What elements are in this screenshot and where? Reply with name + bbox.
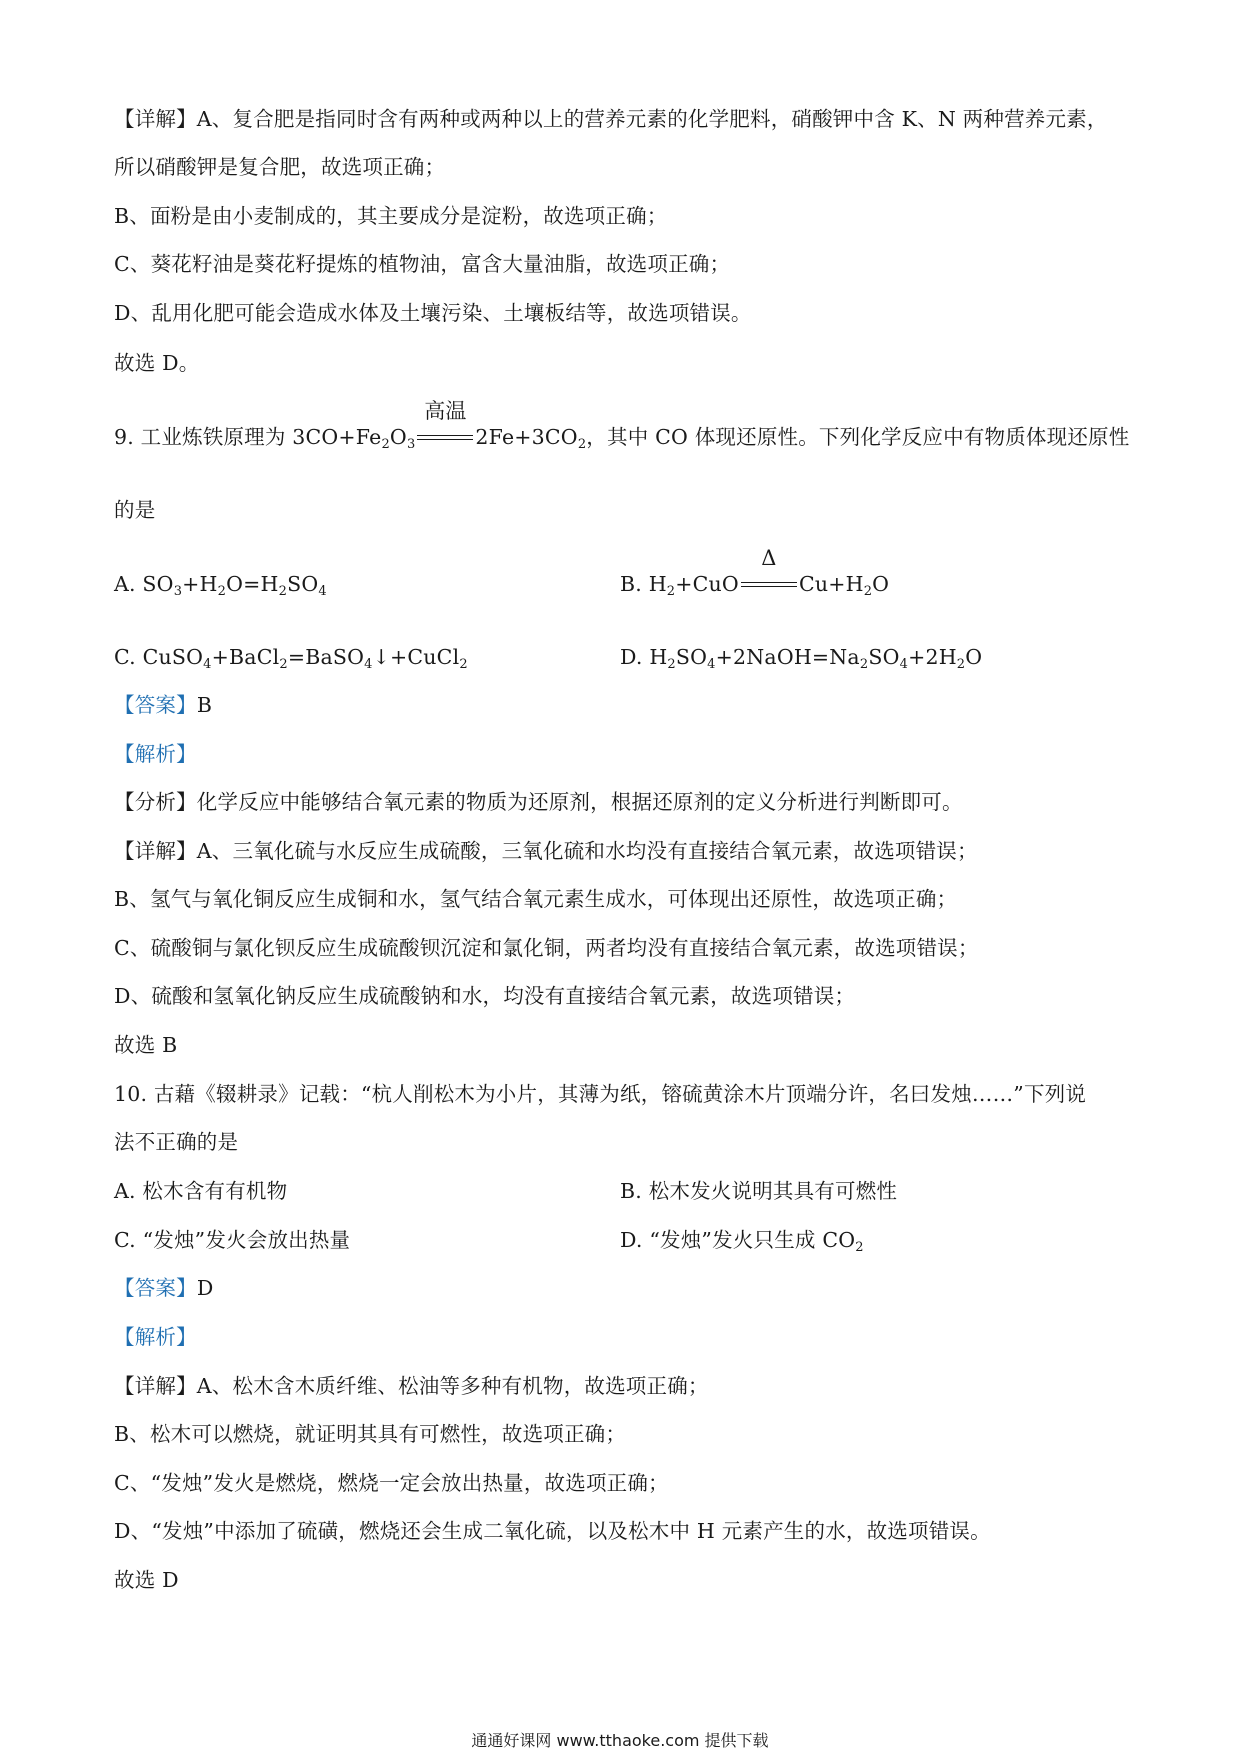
explanation-line: D、乱用化肥可能会造成水体及土壤污染、土壤板结等，故选项错误。 (114, 301, 752, 325)
reaction-condition: Δ (741, 570, 797, 598)
answer-line (114, 1274, 213, 1302)
explanation-line: 所以硝酸钾是复合肥，故选项正确； (114, 155, 446, 179)
conclusion-line: 故选 D。 (114, 351, 200, 375)
option-b: B. 松木发火说明其具有可燃性 (620, 1179, 898, 1203)
analysis-line: B、氢气与氧化铜反应生成铜和水，氢气结合氧元素生成水，可体现出还原性，故选项正确； (114, 887, 958, 911)
question-10-stem: 10. 古藉《辍耕录》记载：“杭人削松木为小片，其薄为纸，镕硫黄涂木片顶端分许，名曰发烛……”下列说 (114, 1082, 1087, 1106)
question-9-stem-cont: 的是 (114, 498, 156, 522)
explanation-line: C、葵花籽油是葵花籽提炼的植物油，富含大量油脂，故选项正确； (114, 252, 731, 276)
analysis-tag: 【解析】 (114, 742, 197, 766)
analysis-line: 【详解】A、松木含木质纤维、松油等多种有机物，故选项正确； (114, 1374, 709, 1398)
option-d: D. “发烛”发火只生成 $CO_2$ (620, 1228, 864, 1255)
analysis-line: B、松木可以燃烧，就证明其具有可燃性，故选项正确； (114, 1422, 627, 1446)
analysis-line: D、“发烛”中添加了硫磺，燃烧还会生成二氧化硫，以及松木中 H 元素产生的水，故选项错误。 (114, 1519, 991, 1543)
analysis-line: D、硫酸和氢氧化钠反应生成硫酸钠和水，均没有直接结合氧元素，故选项错误； (114, 984, 856, 1008)
explanation-line: B、面粉是由小麦制成的，其主要成分是淀粉，故选项正确； (114, 204, 668, 228)
reaction-condition: 高温 (417, 423, 473, 451)
question-10-stem-cont: 法不正确的是 (114, 1130, 239, 1154)
answer-tag: 【答案】 (114, 693, 197, 717)
explanation-line: 【详解】A、复合肥是指同时含有两种或两种以上的营养元素的化学肥料，硝酸钾中含 K、N 两种营养元素， (114, 107, 1108, 131)
page-footer: 通通好课网 www.tthaoke.com 提供下载 (471, 1731, 769, 1750)
option-c: C. CuSO$_4$+BaCl$_2$=BaSO$_4$↓+CuCl$_2$ (114, 645, 468, 672)
analysis-line: C、硫酸铜与氯化钡反应生成硫酸钡沉淀和氯化铜，两者均没有直接结合氧元素，故选项错误； (114, 936, 979, 960)
answer-value: B (196, 693, 213, 717)
answer-tag: 【答案】 (114, 1276, 197, 1300)
analysis-line: 【分析】化学反应中能够结合氧元素的物质为还原剂，根据还原剂的定义分析进行判断即可。 (114, 790, 963, 814)
analysis-tag: 【解析】 (114, 1325, 197, 1349)
conclusion-line: 故选 D (114, 1568, 179, 1592)
question-9-stem: 9. 工业炼铁原理为 $3CO+Fe_2O_3$ 高温 $2Fe+3CO_2$，其中 CO 体现还原性。下列化学反应中有物质体现还原性 (114, 399, 1130, 452)
option-d: D. $H_2SO_4+2NaOH=Na_2SO_4+2H_2O$ (620, 645, 983, 672)
option-a: A. 松木含有有机物 (114, 1179, 288, 1203)
conclusion-line: 故选 B (114, 1033, 178, 1057)
option-a: A. $SO_3+H_2O=H_2SO_4$ (114, 572, 327, 599)
answer-value: D (196, 1276, 214, 1300)
analysis-line: C、“发烛”发火是燃烧，燃烧一定会放出热量，故选项正确； (114, 1471, 669, 1495)
analysis-line: 【详解】A、三氧化硫与水反应生成硫酸，三氧化硫和水均没有直接结合氧元素，故选项错误； (114, 839, 978, 863)
option-b: B. $H_2+CuO$ Δ $Cu+H_2O$ (620, 546, 890, 599)
answer-line (114, 691, 212, 719)
option-c: C. “发烛”发火会放出热量 (114, 1228, 351, 1252)
